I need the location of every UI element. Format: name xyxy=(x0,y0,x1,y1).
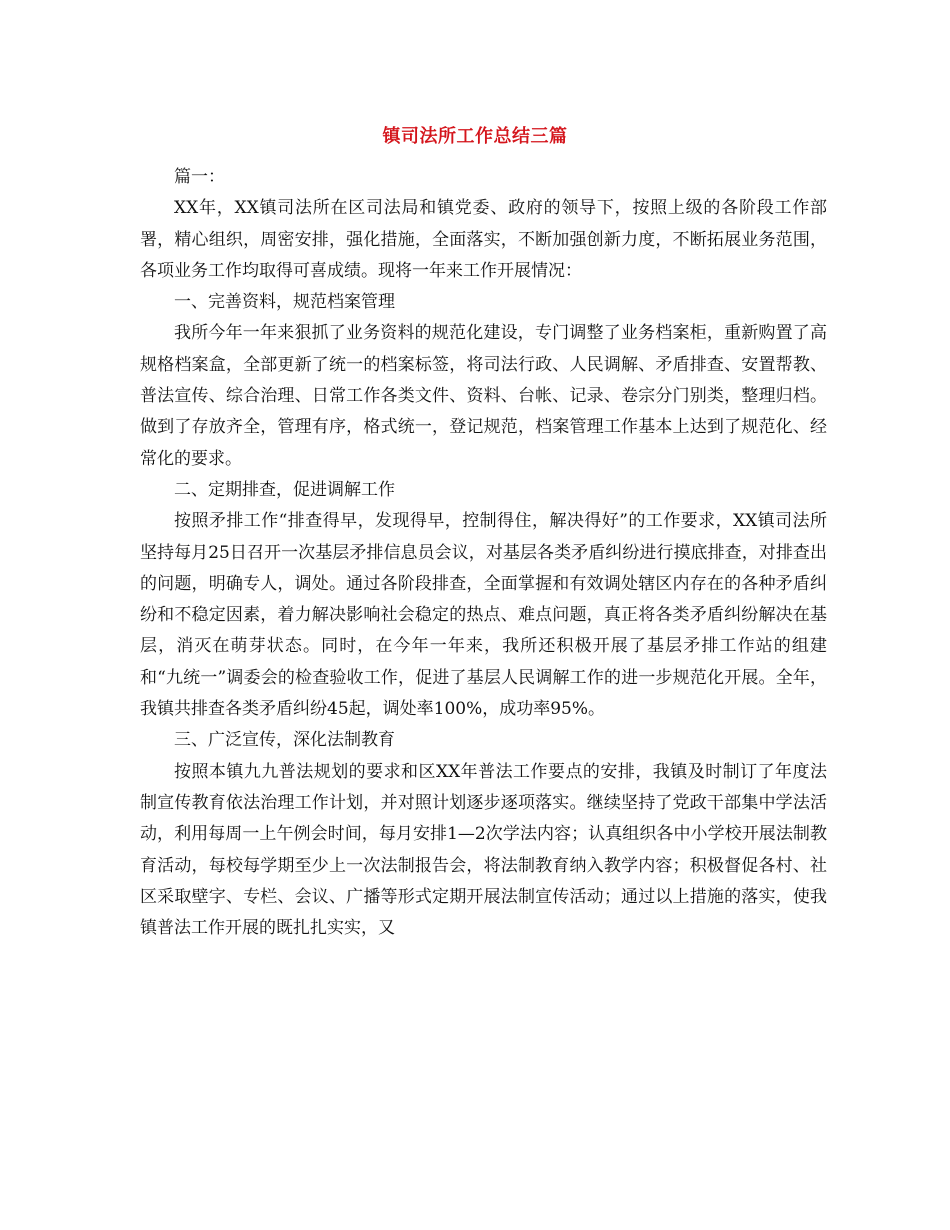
section-label: 篇一： xyxy=(174,167,225,187)
section-heading-2: 二、定期排查，促进调解工作 xyxy=(174,479,395,500)
section-paragraph-2: 按照矛排工作“排查得早，发现得早，控制得住，解决得好”的工作要求，XX镇司法所坚持每月25日召开一次基层矛排信息员会议，对基层各类矛盾纠纷进行摸底排查，对排查出的问题，明确专人，调处。通过各阶段排查，全面掌握和有效调处辖区内存在的各种矛盾纠纷和不稳定因素，着力解决影响社会稳定的热点、难点问题，真正将各类矛盾纠纷解决在基层，消灭在萌芽状态。同时，在今年一年来，我所还积极开展了基层矛排工作站的组建和“九统一”调委会的检查验收工作，促进了基层人民调解工作的进一步规范化开展。全年，我镇共排查各类矛盾纠纷45起，调处率100%，成功率95%。 xyxy=(140,511,827,720)
section-heading-3: 三、广泛宣传，深化法制教育 xyxy=(174,730,395,751)
section-paragraph-3: 按照本镇九九普法规划的要求和区XX年普法工作要点的安排，我镇及时制订了年度法制宣传教育依法治理工作计划，并对照计划逐步逐项落实。继续坚持了党政干部集中学法活动，利用每周一上午例会时间，每月安排1—2次学法内容；认真组织各中小学校开展法制教育活动，每校每学期至少上一次法制报告会，将法制教育纳入教学内容；积极督促各村、社区采取壁字、专栏、会议、广播等形式定期开展法制宣传活动；通过以上措施的落实，使我镇普法工作开展的既扎扎实实，又 xyxy=(140,761,827,939)
document-body xyxy=(140,162,827,944)
intro-paragraph: XX年，XX镇司法所在区司法局和镇党委、政府的领导下，按照上级的各阶段工作部署，精心组织，周密安排，强化措施，全面落实，不断加强创新力度，不断拓展业务范围，各项业务工作均取得可喜成绩。现将一年来工作开展情况： xyxy=(140,198,827,281)
document-title: 镇司法所工作总结三篇 xyxy=(382,126,568,147)
section-heading-1: 一、完善资料，规范档案管理 xyxy=(174,292,395,313)
section-paragraph-1: 我所今年一年来狠抓了业务资料的规范化建设，专门调整了业务档案柜，重新购置了高规格档案盒，全部更新了统一的档案标签，将司法行政、人民调解、矛盾排查、安置帮教、普法宣传、综合治理、日常工作各类文件、资料、台帐、记录、卷宗分门别类，整理归档。做到了存放齐全，管理有序，格式统一，登记规范，档案管理工作基本上达到了规范化、经常化的要求。 xyxy=(140,323,827,469)
